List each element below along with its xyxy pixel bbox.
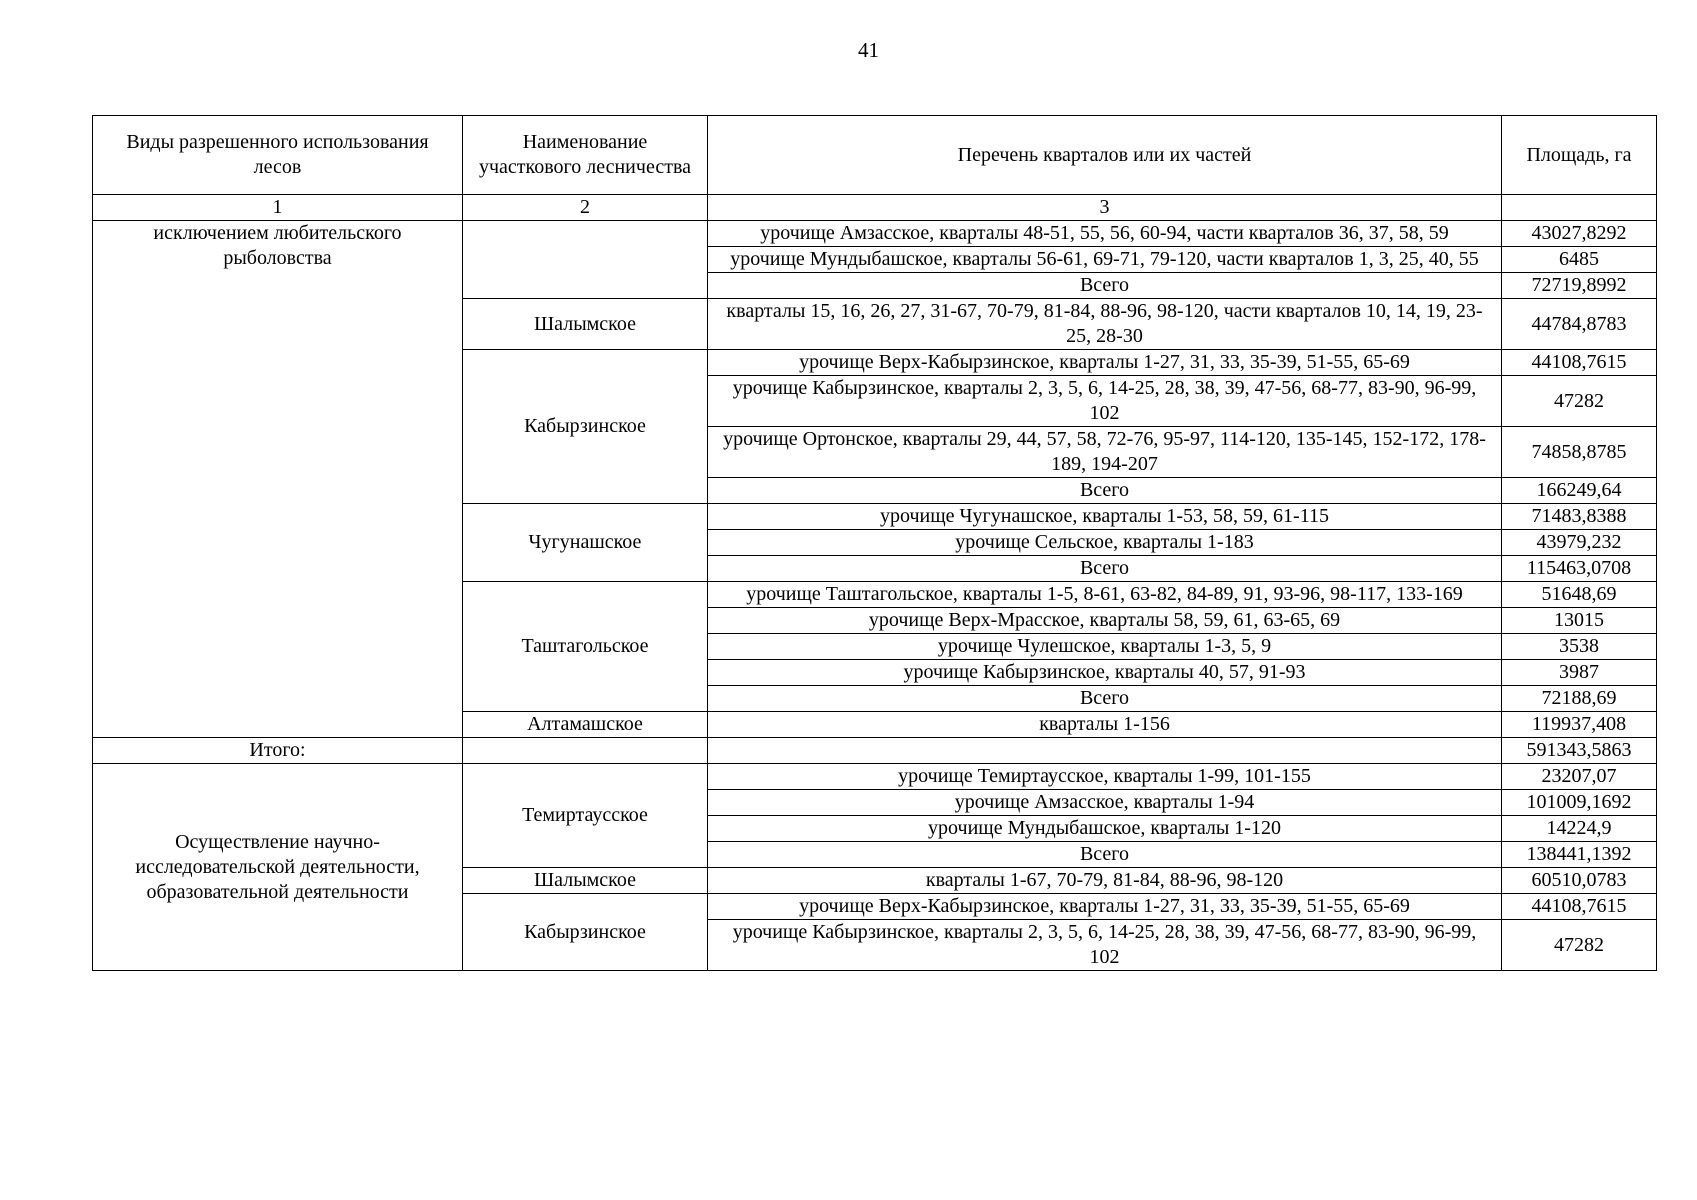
area-cell: 43027,8292 (1502, 221, 1657, 247)
forest-use-table (92, 115, 1657, 971)
area-cell: 6485 (1502, 247, 1657, 273)
forestry-name-cell: Кабырзинское (463, 350, 708, 504)
area-cell: 43979,232 (1502, 530, 1657, 556)
column-number: 2 (463, 195, 708, 221)
quarters-cell: урочище Верх-Кабырзинское, кварталы 1-27, 31, 33, 35-39, 51-55, 65-69 (708, 894, 1502, 920)
column-number: 3 (708, 195, 1502, 221)
quarters-cell: кварталы 1-67, 70-79, 81-84, 88-96, 98-120 (708, 868, 1502, 894)
table-row (93, 221, 1657, 247)
quarters-cell: урочище Чугунашское, кварталы 1-53, 58, 59, 61-115 (708, 504, 1502, 530)
forestry-name-cell: Шалымское (463, 868, 708, 894)
area-cell: 47282 (1502, 376, 1657, 427)
area-cell: 72188,69 (1502, 686, 1657, 712)
area-cell: 44108,7615 (1502, 350, 1657, 376)
table-body (93, 195, 1657, 971)
area-cell: 60510,0783 (1502, 868, 1657, 894)
quarters-cell: урочище Мундыбашское, кварталы 1-120 (708, 816, 1502, 842)
quarters-cell: урочище Темиртаусское, кварталы 1-99, 101-155 (708, 764, 1502, 790)
quarters-cell: урочище Сельское, кварталы 1-183 (708, 530, 1502, 556)
area-cell: 72719,8992 (1502, 273, 1657, 299)
quarters-cell: кварталы 15, 16, 26, 27, 31-67, 70-79, 81-84, 88-96, 98-120, части кварталов 10, 14, 19, 23-25, 28-30 (708, 299, 1502, 350)
quarters-cell: урочище Амзасское, кварталы 48-51, 55, 56, 60-94, части кварталов 36, 37, 58, 59 (708, 221, 1502, 247)
forestry-name-cell (463, 221, 708, 299)
area-cell: 138441,1392 (1502, 842, 1657, 868)
quarters-cell: урочище Верх-Мрасское, кварталы 58, 59, 61, 63-65, 69 (708, 608, 1502, 634)
area-cell: 14224,9 (1502, 816, 1657, 842)
area-cell: 51648,69 (1502, 582, 1657, 608)
quarters-cell: Всего (708, 842, 1502, 868)
quarters-cell: урочище Кабырзинское, кварталы 40, 57, 91-93 (708, 660, 1502, 686)
quarters-cell: урочище Кабырзинское, кварталы 2, 3, 5, 6, 14-25, 28, 38, 39, 47-56, 68-77, 83-90, 96-99, 102 (708, 920, 1502, 971)
table-row (93, 764, 1657, 790)
total-label: Итого: (93, 738, 463, 764)
column-number-row (93, 195, 1657, 221)
area-cell: 71483,8388 (1502, 504, 1657, 530)
page-number: 41 (858, 38, 879, 62)
header-quarters: Перечень кварталов или их частей (708, 116, 1502, 195)
area-cell: 3987 (1502, 660, 1657, 686)
total-empty-cell (708, 738, 1502, 764)
area-cell: 47282 (1502, 920, 1657, 971)
quarters-cell: урочище Чулешское, кварталы 1-3, 5, 9 (708, 634, 1502, 660)
area-cell: 44784,8783 (1502, 299, 1657, 350)
total-empty-cell (463, 738, 708, 764)
area-cell: 13015 (1502, 608, 1657, 634)
quarters-cell: Всего (708, 556, 1502, 582)
quarters-cell: урочище Кабырзинское, кварталы 2, 3, 5, 6, 14-25, 28, 38, 39, 47-56, 68-77, 83-90, 96-99, 102 (708, 376, 1502, 427)
area-cell: 115463,0708 (1502, 556, 1657, 582)
header-use-type: Виды разрешенного использования лесов (93, 116, 463, 195)
area-cell: 166249,64 (1502, 478, 1657, 504)
area-cell: 3538 (1502, 634, 1657, 660)
quarters-cell: кварталы 1-156 (708, 712, 1502, 738)
quarters-cell: урочище Верх-Кабырзинское, кварталы 1-27, 31, 33, 35-39, 51-55, 65-69 (708, 350, 1502, 376)
quarters-cell: урочище Таштагольское, кварталы 1-5, 8-61, 63-82, 84-89, 91, 93-96, 98-117, 133-169 (708, 582, 1502, 608)
forestry-name-cell: Чугунашское (463, 504, 708, 582)
header-forestry: Наименование участкового лесничества (463, 116, 708, 195)
forestry-name-cell: Кабырзинское (463, 894, 708, 971)
total-row (93, 738, 1657, 764)
quarters-cell: урочище Мундыбашское, кварталы 56-61, 69-71, 79-120, части кварталов 1, 3, 25, 40, 55 (708, 247, 1502, 273)
area-cell: 44108,7615 (1502, 894, 1657, 920)
forestry-name-cell: Алтамашское (463, 712, 708, 738)
area-cell: 119937,408 (1502, 712, 1657, 738)
area-cell: 74858,8785 (1502, 427, 1657, 478)
area-cell: 101009,1692 (1502, 790, 1657, 816)
header-area: Площадь, га (1502, 116, 1657, 195)
total-value: 591343,5863 (1502, 738, 1657, 764)
header-row (93, 116, 1657, 195)
forestry-name-cell: Таштагольское (463, 582, 708, 712)
forestry-name-cell: Шалымское (463, 299, 708, 350)
column-number (1502, 195, 1657, 221)
use-type-cell: Осуществление научно-исследовательской деятельности, образовательной деятельности (93, 764, 463, 971)
quarters-cell: урочище Амзасское, кварталы 1-94 (708, 790, 1502, 816)
area-cell: 23207,07 (1502, 764, 1657, 790)
quarters-cell: Всего (708, 273, 1502, 299)
quarters-cell: Всего (708, 686, 1502, 712)
use-type-cell: исключением любительского рыболовства (93, 221, 463, 738)
forestry-name-cell: Темиртаусское (463, 764, 708, 868)
quarters-cell: Всего (708, 478, 1502, 504)
quarters-cell: урочище Ортонское, кварталы 29, 44, 57, 58, 72-76, 95-97, 114-120, 135-145, 152-172, 178-189, 194-207 (708, 427, 1502, 478)
column-number: 1 (93, 195, 463, 221)
